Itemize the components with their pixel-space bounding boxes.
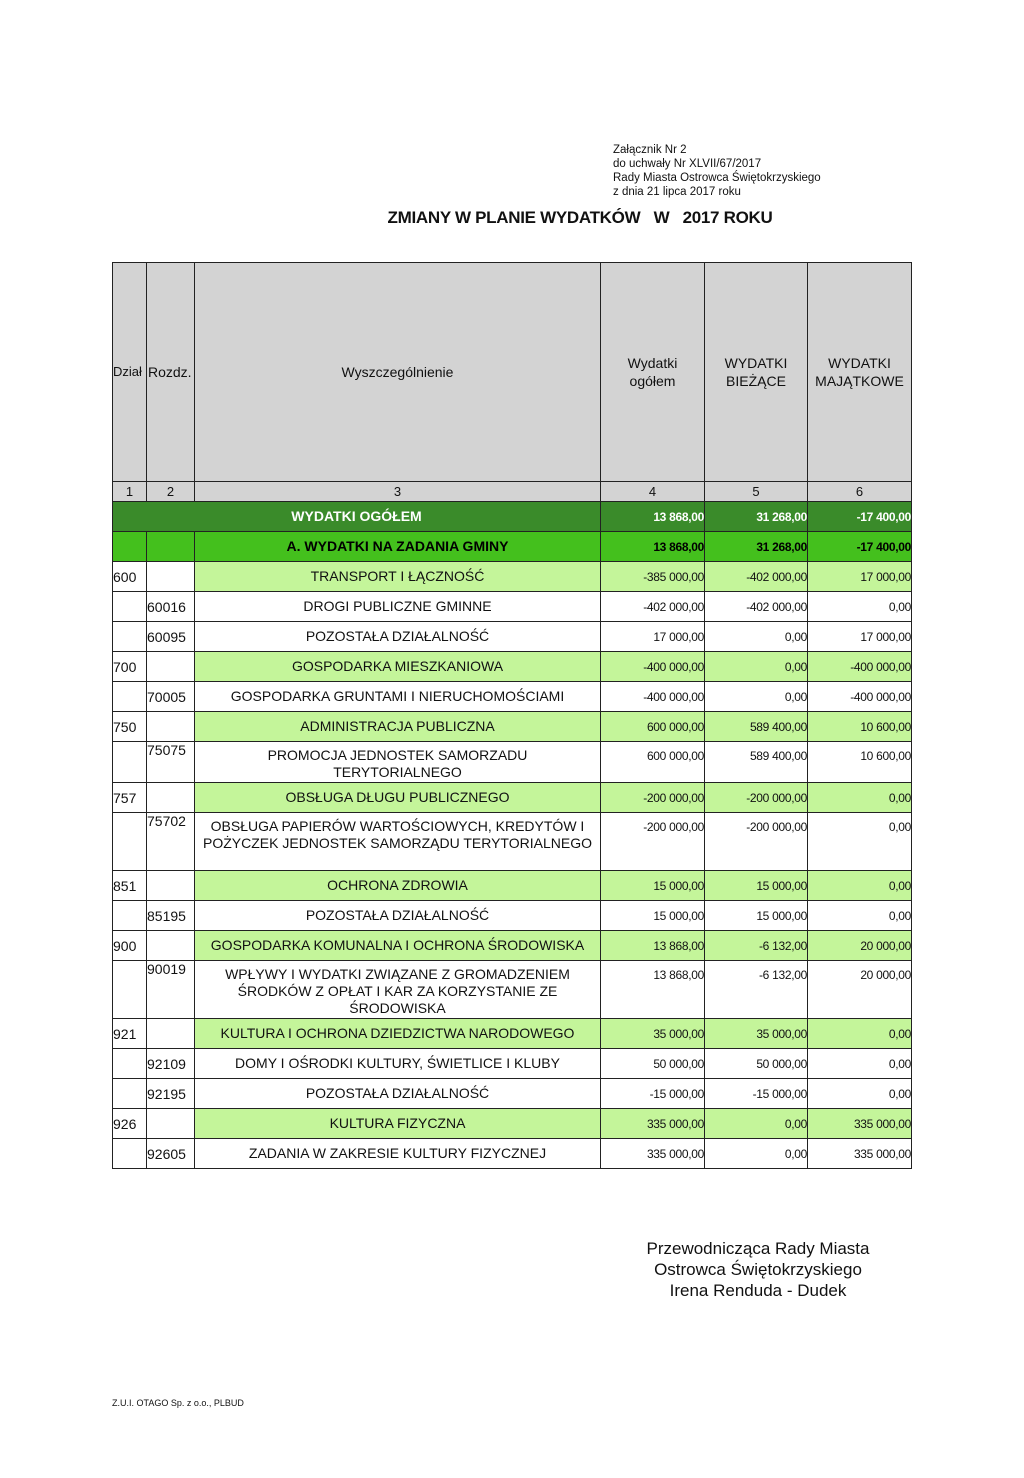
dzial-code	[113, 813, 147, 871]
row-total: 600 000,00	[601, 742, 705, 783]
dzial-code: 700	[113, 652, 147, 682]
rozdz-code	[147, 652, 195, 682]
row-total: 50 000,00	[601, 1049, 705, 1079]
signature-line: Irena Renduda - Dudek	[669, 1281, 847, 1300]
row-total: 335 000,00	[601, 1109, 705, 1139]
row-total: -402 000,00	[601, 592, 705, 622]
header-capital: WYDATKI MAJĄTKOWE	[808, 263, 912, 482]
row-total: -15 000,00	[601, 1079, 705, 1109]
total-label: WYDATKI OGÓŁEM	[113, 502, 601, 532]
chapter-row	[113, 682, 912, 712]
row-current: -6 132,00	[705, 931, 808, 961]
total-current: 31 268,00	[705, 502, 808, 532]
rozdz-code: 70005	[147, 682, 195, 712]
gmina-capital: -17 400,00	[808, 532, 912, 562]
rozdz-code: 92109	[147, 1049, 195, 1079]
header-rozdz: Rozdz.	[147, 263, 195, 482]
rozdz-code: 60016	[147, 592, 195, 622]
chapter-row	[113, 1049, 912, 1079]
dzial-code: 600	[113, 562, 147, 592]
row-current: 0,00	[705, 622, 808, 652]
signature-block	[598, 1238, 918, 1301]
column-number: 5	[705, 482, 808, 502]
dzial-code	[113, 961, 147, 1019]
row-description: OBSŁUGA DŁUGU PUBLICZNEGO	[195, 783, 601, 813]
chapter-row	[113, 813, 912, 871]
row-current: 589 400,00	[705, 712, 808, 742]
section-row	[113, 1019, 912, 1049]
empty-cell	[147, 532, 195, 562]
row-current: 15 000,00	[705, 901, 808, 931]
row-description: TRANSPORT I ŁĄCZNOŚĆ	[195, 562, 601, 592]
column-number: 1	[113, 482, 147, 502]
signature-line: Przewodnicząca Rady Miasta	[646, 1239, 870, 1258]
row-capital: 335 000,00	[808, 1109, 912, 1139]
row-total: 35 000,00	[601, 1019, 705, 1049]
header-description: Wyszczególnienie	[195, 263, 601, 482]
gmina-label: A. WYDATKI NA ZADANIA GMINY	[195, 532, 601, 562]
row-capital: 17 000,00	[808, 562, 912, 592]
row-description: OCHRONA ZDROWIA	[195, 871, 601, 901]
row-current: 0,00	[705, 682, 808, 712]
row-capital: 335 000,00	[808, 1139, 912, 1169]
rozdz-code: 75702	[147, 813, 195, 871]
row-capital: 0,00	[808, 901, 912, 931]
row-current: 0,00	[705, 1109, 808, 1139]
row-capital: -400 000,00	[808, 652, 912, 682]
row-description: OBSŁUGA PAPIERÓW WARTOŚCIOWYCH, KREDYTÓW I POŻYCZEK JEDNOSTEK SAMORZĄDU TERYTORIALNEGO	[195, 813, 601, 871]
dzial-code	[113, 1079, 147, 1109]
rozdz-code	[147, 1109, 195, 1139]
header-dzial: Dział	[113, 263, 147, 482]
row-description: ADMINISTRACJA PUBLICZNA	[195, 712, 601, 742]
row-total: -200 000,00	[601, 813, 705, 871]
dzial-code	[113, 742, 147, 783]
header-total: Wydatki ogółem	[601, 263, 705, 482]
row-description: POZOSTAŁA DZIAŁALNOŚĆ	[195, 622, 601, 652]
row-current: 0,00	[705, 652, 808, 682]
rozdz-code: 90019	[147, 961, 195, 1019]
annex-line: do uchwały Nr XLVII/67/2017	[613, 158, 762, 170]
header-row	[113, 263, 912, 482]
row-total: 600 000,00	[601, 712, 705, 742]
row-current: -200 000,00	[705, 783, 808, 813]
row-description: KULTURA FIZYCZNA	[195, 1109, 601, 1139]
chapter-row	[113, 592, 912, 622]
row-capital: 0,00	[808, 1079, 912, 1109]
chapter-row	[113, 1139, 912, 1169]
signature-line: Ostrowca Świętokrzyskiego	[654, 1260, 862, 1279]
row-total: 13 868,00	[601, 931, 705, 961]
row-total: 15 000,00	[601, 901, 705, 931]
row-description: GOSPODARKA KOMUNALNA I OCHRONA ŚRODOWISKA	[195, 931, 601, 961]
dzial-code: 851	[113, 871, 147, 901]
rozdz-code: 92195	[147, 1079, 195, 1109]
annex-line: Rady Miasta Ostrowca Świętokrzyskiego	[613, 172, 821, 184]
dzial-code: 757	[113, 783, 147, 813]
row-current: -6 132,00	[705, 961, 808, 1019]
row-capital: 0,00	[808, 1049, 912, 1079]
row-description: ZADANIA W ZAKRESIE KULTURY FIZYCZNEJ	[195, 1139, 601, 1169]
document-title: ZMIANY W PLANIE WYDATKÓW W 2017 ROKU	[387, 208, 773, 227]
row-total: -385 000,00	[601, 562, 705, 592]
row-current: 589 400,00	[705, 742, 808, 783]
row-current: -200 000,00	[705, 813, 808, 871]
total-capital: -17 400,00	[808, 502, 912, 532]
rozdz-code: 60095	[147, 622, 195, 652]
dzial-code	[113, 1049, 147, 1079]
dzial-code: 926	[113, 1109, 147, 1139]
row-current: 15 000,00	[705, 871, 808, 901]
dzial-code: 750	[113, 712, 147, 742]
dzial-code	[113, 682, 147, 712]
row-current: 50 000,00	[705, 1049, 808, 1079]
section-row	[113, 931, 912, 961]
row-capital: 10 600,00	[808, 742, 912, 783]
row-description: POZOSTAŁA DZIAŁALNOŚĆ	[195, 901, 601, 931]
row-total: 13 868,00	[601, 961, 705, 1019]
gmina-row	[113, 532, 912, 562]
row-description: KULTURA I OCHRONA DZIEDZICTWA NARODOWEGO	[195, 1019, 601, 1049]
rozdz-code	[147, 1019, 195, 1049]
row-description: WPŁYWY I WYDATKI ZWIĄZANE Z GROMADZENIEM ŚRODKÓW Z OPŁAT I KAR ZA KORZYSTANIE ZE ŚRODOWISKA	[195, 961, 601, 1019]
row-total: 335 000,00	[601, 1139, 705, 1169]
section-row	[113, 562, 912, 592]
expenditure-table	[112, 262, 912, 1169]
row-description: GOSPODARKA GRUNTAMI I NIERUCHOMOŚCIAMI	[195, 682, 601, 712]
column-number-row	[113, 482, 912, 502]
rozdz-code	[147, 783, 195, 813]
empty-cell	[113, 532, 147, 562]
section-row	[113, 1109, 912, 1139]
rozdz-code	[147, 712, 195, 742]
row-capital: 17 000,00	[808, 622, 912, 652]
rozdz-code	[147, 931, 195, 961]
row-capital: 0,00	[808, 592, 912, 622]
dzial-code	[113, 901, 147, 931]
rozdz-code	[147, 562, 195, 592]
dzial-code: 921	[113, 1019, 147, 1049]
section-row	[113, 871, 912, 901]
annex-header	[613, 143, 821, 199]
column-number: 2	[147, 482, 195, 502]
row-capital: 20 000,00	[808, 961, 912, 1019]
row-description: PROMOCJA JEDNOSTEK SAMORZADU TERYTORIALNEGO	[195, 742, 601, 783]
row-current: -402 000,00	[705, 562, 808, 592]
footer-note: Z.U.I. OTAGO Sp. z o.o., PLBUD	[112, 1398, 244, 1408]
row-total: -400 000,00	[601, 652, 705, 682]
row-total: -200 000,00	[601, 783, 705, 813]
section-row	[113, 712, 912, 742]
chapter-row	[113, 961, 912, 1019]
row-current: -15 000,00	[705, 1079, 808, 1109]
row-description: DOMY I OŚRODKI KULTURY, ŚWIETLICE I KLUBY	[195, 1049, 601, 1079]
row-capital: -400 000,00	[808, 682, 912, 712]
column-number: 6	[808, 482, 912, 502]
row-description: GOSPODARKA MIESZKANIOWA	[195, 652, 601, 682]
row-capital: 0,00	[808, 813, 912, 871]
rozdz-code	[147, 871, 195, 901]
row-capital: 10 600,00	[808, 712, 912, 742]
row-total: -400 000,00	[601, 682, 705, 712]
rozdz-code: 85195	[147, 901, 195, 931]
gmina-total: 13 868,00	[601, 532, 705, 562]
section-row	[113, 783, 912, 813]
row-description: POZOSTAŁA DZIAŁALNOŚĆ	[195, 1079, 601, 1109]
row-current: 35 000,00	[705, 1019, 808, 1049]
row-capital: 0,00	[808, 783, 912, 813]
dzial-code	[113, 592, 147, 622]
total-value: 13 868,00	[601, 502, 705, 532]
row-current: 0,00	[705, 1139, 808, 1169]
row-description: DROGI PUBLICZNE GMINNE	[195, 592, 601, 622]
rozdz-code: 92605	[147, 1139, 195, 1169]
dzial-code: 900	[113, 931, 147, 961]
total-row	[113, 502, 912, 532]
chapter-row	[113, 1079, 912, 1109]
row-total: 17 000,00	[601, 622, 705, 652]
dzial-code	[113, 1139, 147, 1169]
column-number: 4	[601, 482, 705, 502]
gmina-current: 31 268,00	[705, 532, 808, 562]
row-capital: 20 000,00	[808, 931, 912, 961]
rozdz-code: 75075	[147, 742, 195, 783]
header-current: WYDATKI BIEŻĄCE	[705, 263, 808, 482]
chapter-row	[113, 742, 912, 783]
row-total: 15 000,00	[601, 871, 705, 901]
chapter-row	[113, 622, 912, 652]
dzial-code	[113, 622, 147, 652]
section-row	[113, 652, 912, 682]
chapter-row	[113, 901, 912, 931]
row-capital: 0,00	[808, 871, 912, 901]
column-number: 3	[195, 482, 601, 502]
row-current: -402 000,00	[705, 592, 808, 622]
row-capital: 0,00	[808, 1019, 912, 1049]
annex-line: z dnia 21 lipca 2017 roku	[613, 186, 741, 198]
annex-line: Załącznik Nr 2	[613, 144, 687, 156]
